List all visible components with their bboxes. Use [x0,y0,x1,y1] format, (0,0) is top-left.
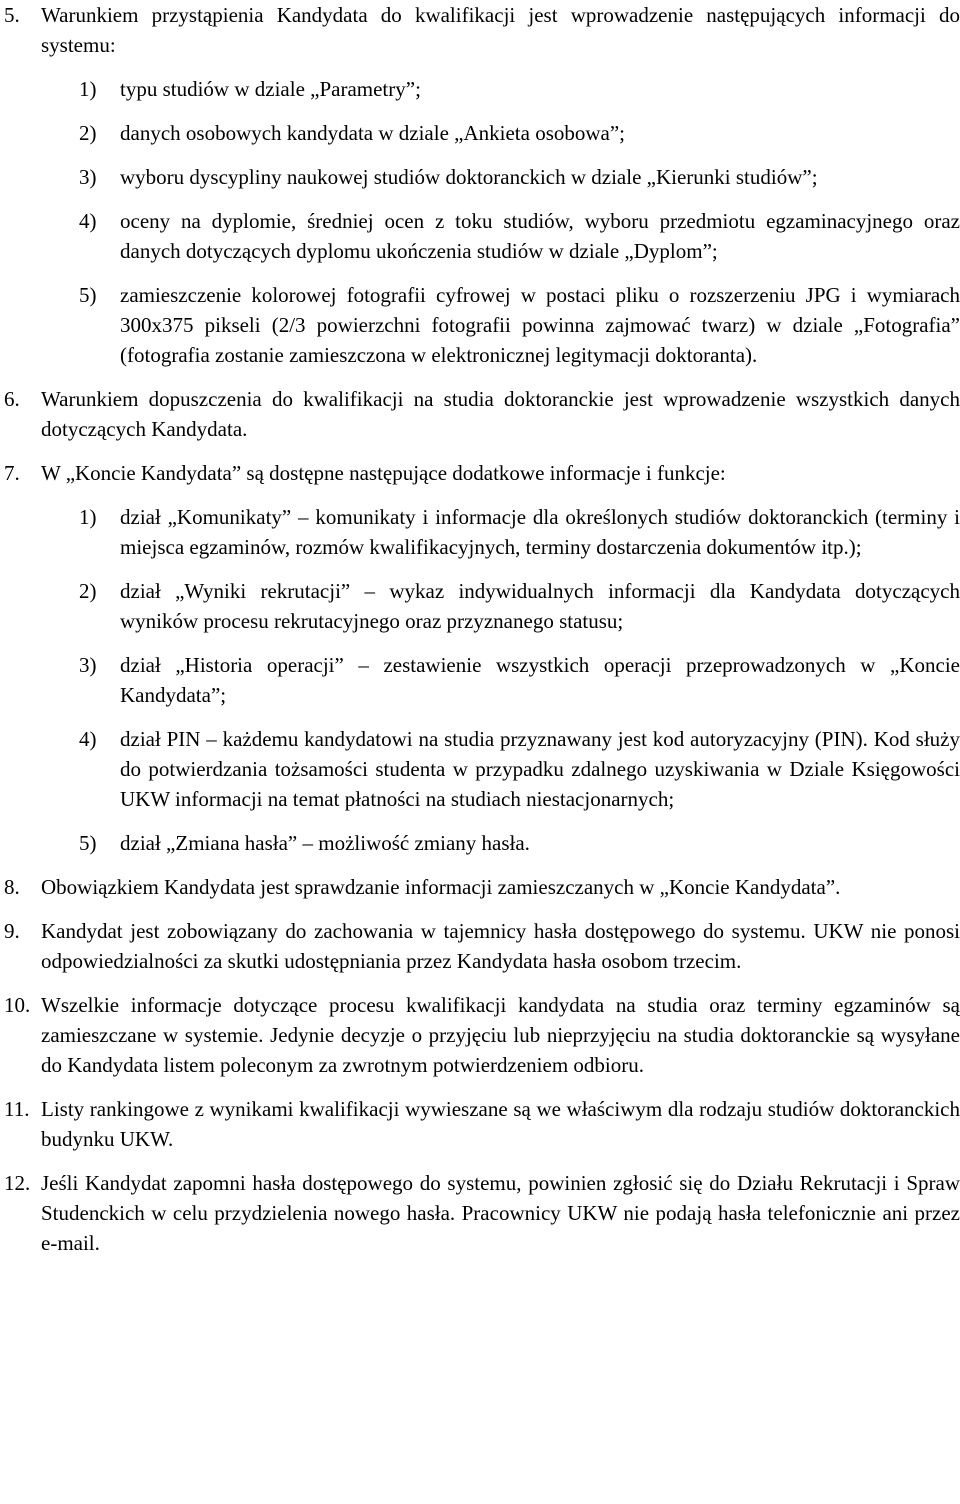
subitem [79,502,960,562]
item-number: 5. [4,3,20,27]
subitem [79,74,960,104]
subitem-text: dział „Historia operacji” – zestawienie wszystkich operacji przeprowadzonych w „Koncie Kandydata”; [120,653,960,707]
item-number: 12. [4,1171,31,1195]
item-text: W „Koncie Kandydata” są dostępne następujące dodatkowe informacje i funkcje: [41,461,726,485]
item-text: Jeśli Kandydat zapomni hasła dostępowego do systemu, powinien zgłosić się do Działu Rekrutacji i Spraw Studenckich w celu przydzielenia nowego hasła. Pracownicy UKW nie podają hasła telefonicznie ani przez e-mail. [41,1171,960,1255]
list-item-5 [4,0,960,370]
subitem-text: danych osobowych kandydata w dziale „Ankieta osobowa”; [120,121,626,145]
subitem-number: 4) [79,209,97,233]
subitem [79,724,960,814]
subitem-text: oceny na dyplomie, średniej ocen z toku studiów, wyboru przedmiotu egzaminacyjnego oraz danych dotyczących dyplomu ukończenia studiów w dziale „Dyplom”; [120,209,960,263]
subitem-text: dział PIN – każdemu kandydatowi na studia przyznawany jest kod autoryzacyjny (PIN). Kod służy do potwierdzania tożsamości studenta w przypadku zdalnego uzyskiwania w Dziale Księgowości UKW informacji na temat płatności na studiach niestacjonarnych; [120,727,960,811]
subitem [79,162,960,192]
list-item-9 [4,916,960,976]
subitem [79,280,960,370]
list-item-11 [4,1094,960,1154]
document-body [4,0,960,1272]
item-text: Listy rankingowe z wynikami kwalifikacji wywieszane są we właściwym dla rodzaju studiów doktoranckich budynku UKW. [41,1097,960,1151]
item-text: Wszelkie informacje dotyczące procesu kwalifikacji kandydata na studia oraz terminy egzaminów są zamieszczane w systemie. Jedynie decyzje o przyjęciu lub nieprzyjęciu na studia doktoranckie są wysyłane do Kandydata listem poleconym za zwrotnym potwierdzeniem odbioru. [41,993,960,1077]
subitem-text: dział „Wyniki rekrutacji” – wykaz indywidualnych informacji dla Kandydata dotyczących wyników procesu rekrutacyjnego oraz przyznanego statusu; [120,579,960,633]
list-item-10 [4,990,960,1080]
item-text: Warunkiem przystąpienia Kandydata do kwalifikacji jest wprowadzenie następujących informacji do systemu: [41,3,960,57]
item-text: Warunkiem dopuszczenia do kwalifikacji na studia doktoranckie jest wprowadzenie wszystkich danych dotyczących Kandydata. [41,387,960,441]
subitem-text: dział „Zmiana hasła” – możliwość zmiany hasła. [120,831,530,855]
subitem-number: 5) [79,831,97,855]
subitem-number: 2) [79,121,97,145]
sublist [79,502,960,858]
subitem-number: 5) [79,283,97,307]
item-number: 10. [4,993,31,1017]
subitem-number: 4) [79,727,97,751]
item-text: Obowiązkiem Kandydata jest sprawdzanie informacji zamieszczanych w „Koncie Kandydata”. [41,875,841,899]
subitem [79,118,960,148]
subitem [79,576,960,636]
subitem [79,828,960,858]
subitem-number: 3) [79,165,97,189]
subitem-number: 3) [79,653,97,677]
subitem-number: 1) [79,77,97,101]
subitem [79,650,960,710]
list-item-12 [4,1168,960,1258]
subitem-number: 1) [79,505,97,529]
item-number: 9. [4,919,20,943]
list-item-6 [4,384,960,444]
list-item-7 [4,458,960,858]
item-text: Kandydat jest zobowiązany do zachowania w tajemnicy hasła dostępowego do systemu. UKW nie ponosi odpowiedzialności za skutki udostępniania przez Kandydata hasła osobom trzecim. [41,919,960,973]
subitem [79,206,960,266]
sublist [79,74,960,370]
subitem-text: wyboru dyscypliny naukowej studiów doktoranckich w dziale „Kierunki studiów”; [120,165,818,189]
subitem-text: dział „Komunikaty” – komunikaty i informacje dla określonych studiów doktoranckich (terminy i miejsca egzaminów, rozmów kwalifikacyjnych, terminy dostarczenia dokumentów itp.); [120,505,960,559]
item-number: 6. [4,387,20,411]
subitem-text: zamieszczenie kolorowej fotografii cyfrowej w postaci pliku o rozszerzeniu JPG i wymiarach 300x375 pikseli (2/3 powierzchni fotografii powinna zajmować twarz) w dziale „Fotografia” (fotografia zostanie zamieszczona w elektronicznej legitymacji doktoranta). [120,283,960,367]
item-number: 7. [4,461,20,485]
item-number: 11. [4,1097,30,1121]
subitem-number: 2) [79,579,97,603]
list-item-8 [4,872,960,902]
subitem-text: typu studiów w dziale „Parametry”; [120,77,421,101]
item-number: 8. [4,875,20,899]
